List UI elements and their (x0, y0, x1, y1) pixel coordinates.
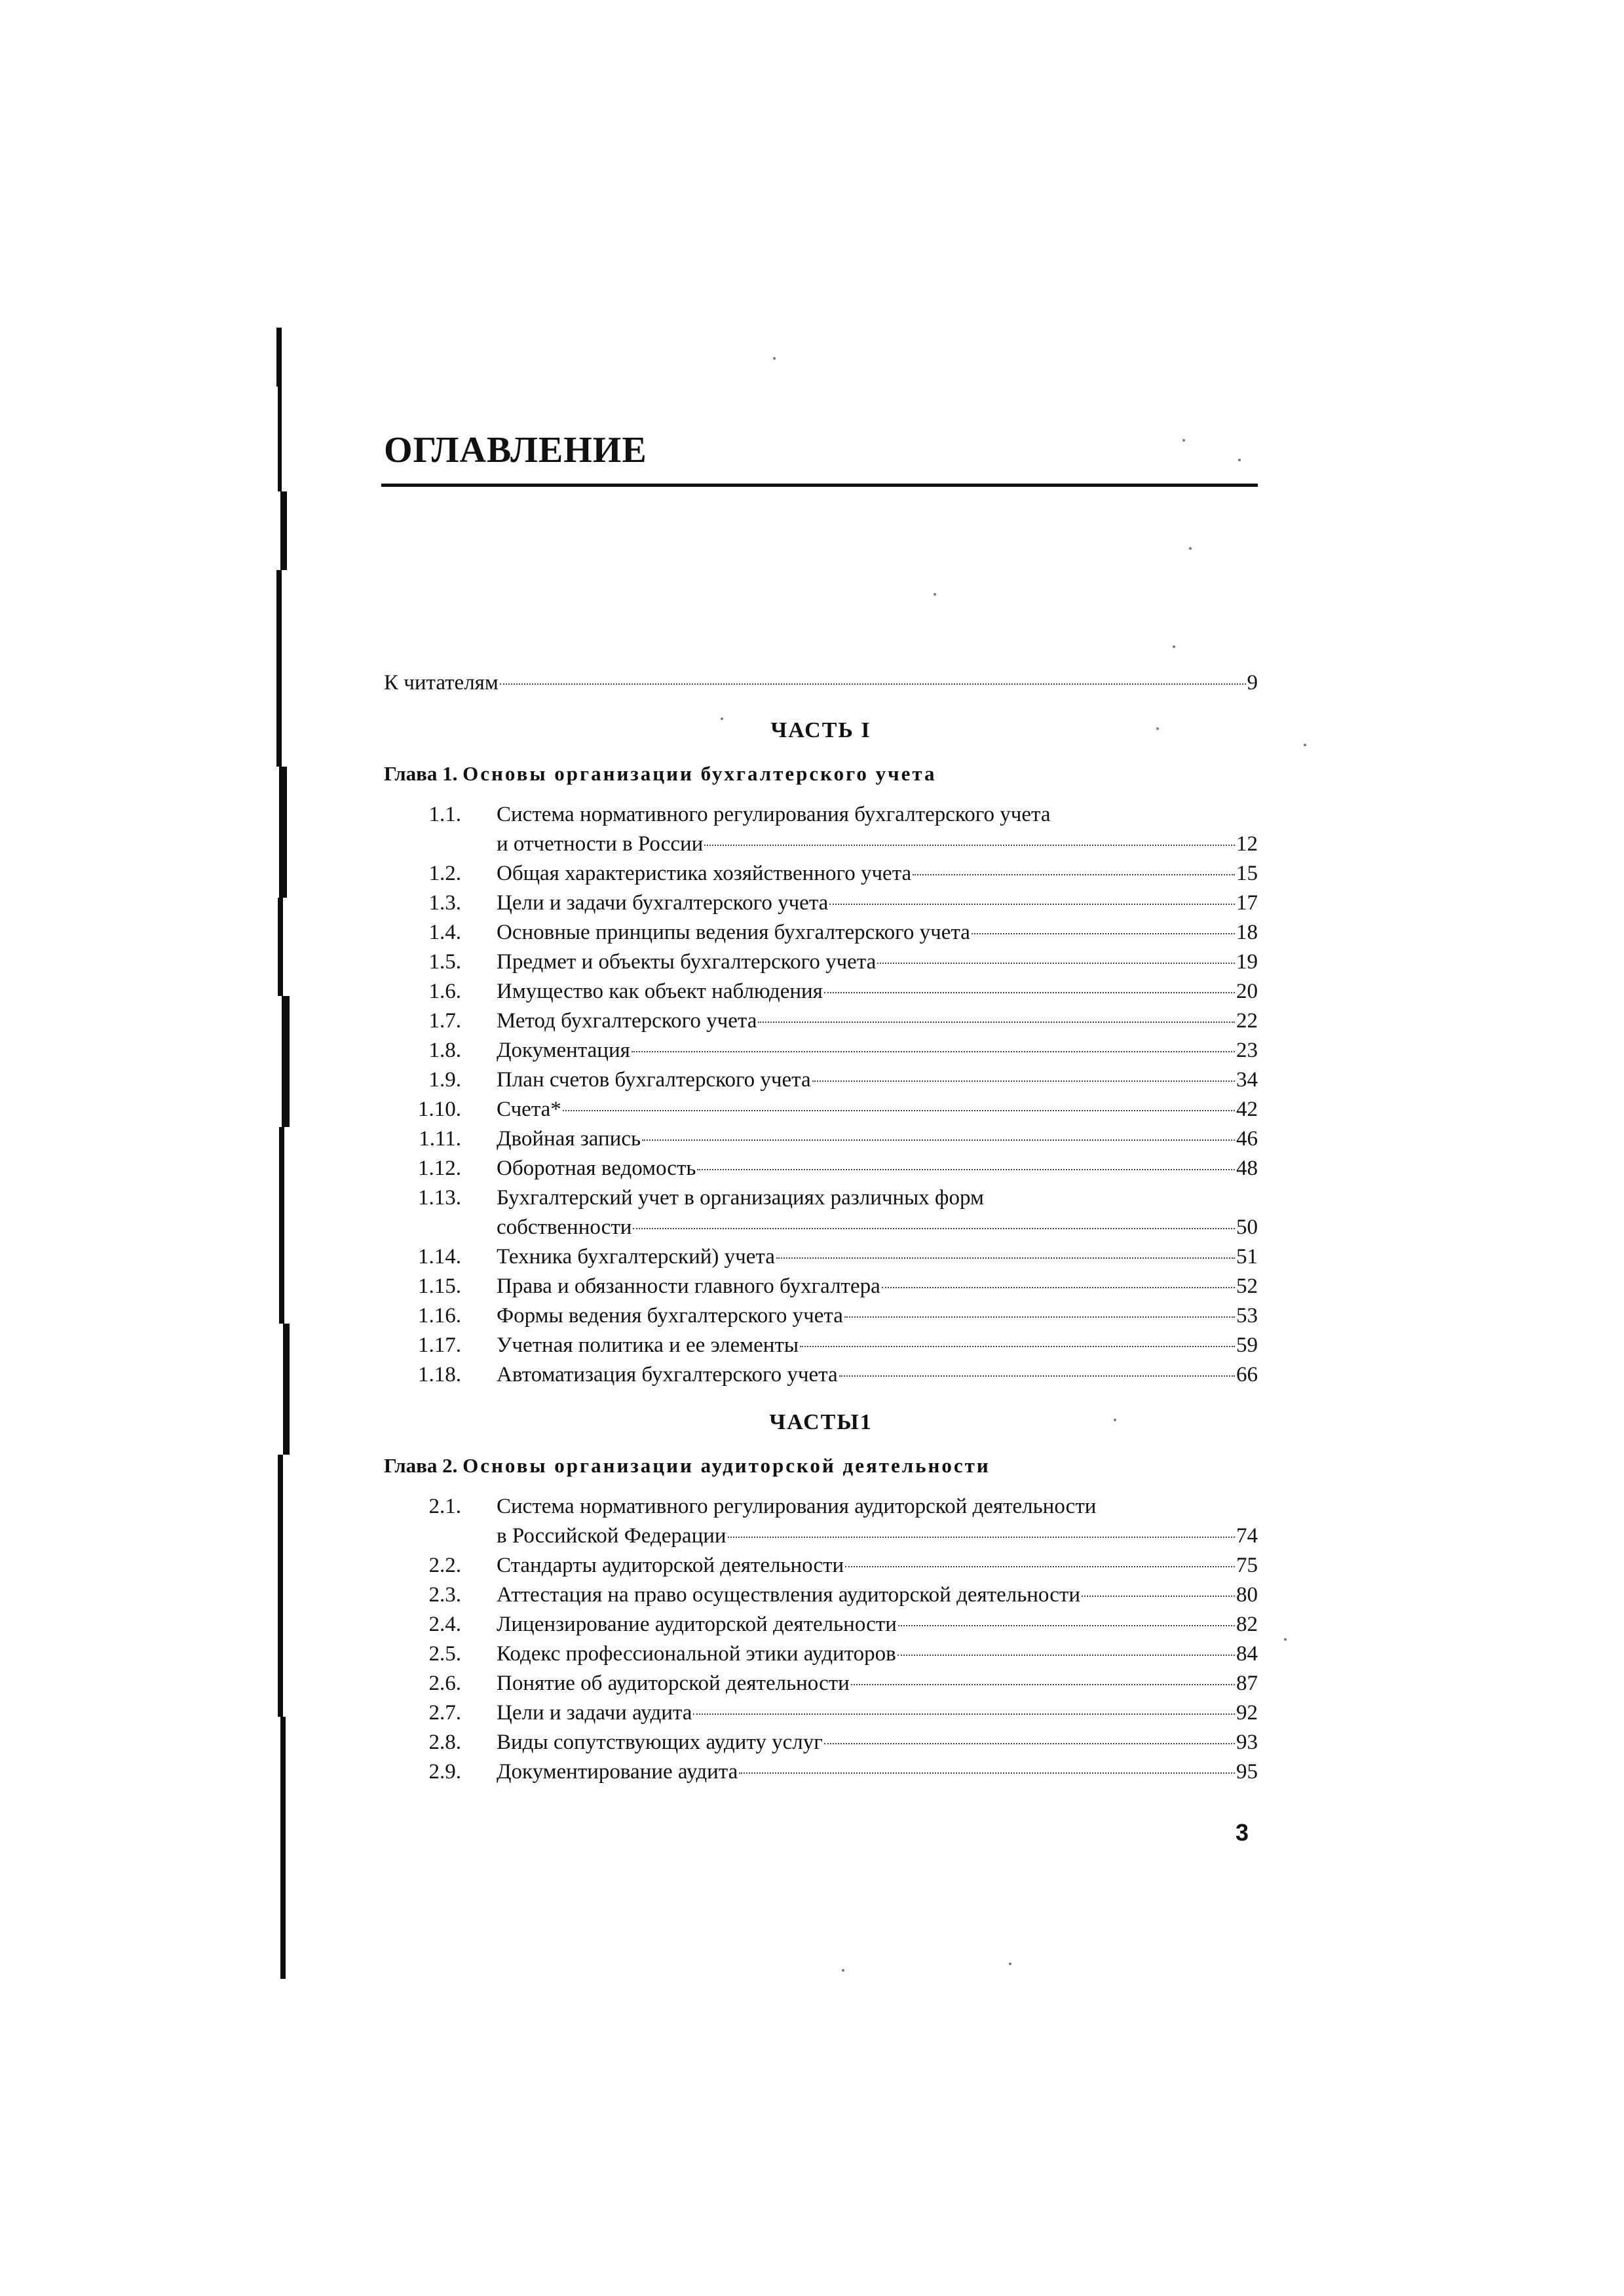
page-number: 3 (1236, 1819, 1249, 1846)
dot-leader (824, 1743, 1235, 1744)
toc-entry[interactable] (384, 1331, 1258, 1360)
toc-entry-page: 15 (1236, 862, 1258, 885)
dot-leader (693, 1713, 1235, 1715)
toc-entry-page: 18 (1236, 921, 1258, 944)
dot-leader (697, 1169, 1235, 1170)
toc-entry[interactable] (384, 1095, 1258, 1124)
toc-entry-text: Счета* (497, 1098, 561, 1121)
toc-entry-page: 95 (1236, 1760, 1258, 1784)
toc-entry-text: Виды сопутствующих аудиту услуг (497, 1731, 823, 1754)
toc-entry-number: 1.2. (428, 862, 461, 885)
toc-entry-number: 1.5. (428, 950, 461, 974)
toc-entry-text: Двойная запись (497, 1127, 641, 1151)
toc-entry-page: 84 (1236, 1642, 1258, 1666)
scan-speck (721, 718, 723, 720)
toc-entry-page: 48 (1236, 1157, 1258, 1180)
toc-entry-number: 1.6. (428, 980, 461, 1003)
toc-entry[interactable] (384, 947, 1258, 977)
toc-entry[interactable] (384, 1360, 1258, 1390)
toc-entry-text: собственности (497, 1215, 632, 1239)
toc-entry-text: и отчетности в России (497, 832, 704, 856)
scan-speck (1284, 1638, 1287, 1641)
scan-speck (842, 1969, 844, 1972)
toc-entry-page: 53 (1236, 1304, 1258, 1328)
toc-entry-page: 12 (1236, 832, 1258, 856)
toc-entry-page: 34 (1236, 1068, 1258, 1092)
toc-entry-text: Имущество как объект наблюдения (497, 980, 823, 1003)
toc-entry-number: 1.16. (418, 1304, 461, 1328)
toc-entry-text: Оборотная ведомость (497, 1157, 696, 1180)
toc-entry-page: 23 (1236, 1039, 1258, 1062)
toc-entry[interactable] (384, 1757, 1258, 1787)
toc-entry-page: 87 (1236, 1672, 1258, 1695)
toc-entry-page: 9 (1247, 671, 1258, 695)
toc-entry-text: К читателям (384, 671, 499, 695)
toc-entry-number: 1.9. (428, 1068, 461, 1092)
toc-entry-number: 2.8. (428, 1731, 461, 1754)
toc-entry[interactable] (384, 1065, 1258, 1095)
toc-entry[interactable] (384, 889, 1258, 918)
toc-entry-text: Общая характеристика хозяйственного учета (497, 862, 912, 885)
toc-entry-number: 1.1. (428, 803, 461, 826)
scan-speck (1304, 744, 1306, 746)
toc-entry-page: 66 (1236, 1363, 1258, 1387)
toc-entry-number: 1.4. (428, 921, 461, 944)
scan-speck (1009, 1962, 1011, 1965)
toc-entry-number: 1.11. (419, 1127, 461, 1151)
toc-entry[interactable] (384, 1580, 1258, 1610)
part-heading: ЧАСТЫ1 (769, 1410, 873, 1434)
toc-entry-number: 2.3. (428, 1583, 461, 1607)
toc-entry-number: 2.1. (428, 1495, 461, 1518)
toc-entry-text: Документирование аудита (497, 1760, 738, 1784)
toc-entry[interactable] (384, 1006, 1258, 1036)
toc-entry-intro[interactable] (384, 668, 1258, 698)
toc-entry-text: в Российской Федерации (497, 1524, 727, 1548)
scan-speck (1182, 439, 1185, 442)
scan-speck (1173, 645, 1175, 648)
toc-entry-continuation[interactable] (384, 1521, 1258, 1551)
dot-leader (845, 1566, 1235, 1567)
chapter-heading (384, 1446, 1258, 1485)
toc-entry[interactable] (384, 977, 1258, 1006)
toc-entry-number: 1.18. (418, 1363, 461, 1387)
dot-leader (882, 1287, 1235, 1288)
scan-speck (1156, 727, 1159, 730)
toc-entry-number: 2.2. (428, 1554, 461, 1577)
toc-entry[interactable] (384, 1669, 1258, 1698)
toc-entry[interactable] (384, 1124, 1258, 1154)
toc-entry-number: 2.6. (428, 1672, 461, 1695)
scan-speck (934, 593, 936, 596)
toc-entry-number: 2.5. (428, 1642, 461, 1666)
dot-leader (839, 1375, 1235, 1377)
toc-entry-page: 75 (1236, 1554, 1258, 1577)
dot-leader (824, 992, 1235, 993)
page-title: ОГЛАВЛЕНИЕ (384, 430, 647, 470)
toc-entry-text: Автоматизация бухгалтерского учета (497, 1363, 838, 1387)
dot-leader (877, 963, 1235, 964)
dot-leader (1082, 1596, 1235, 1597)
toc-entry-page: 50 (1236, 1215, 1258, 1239)
dot-leader (642, 1139, 1235, 1141)
toc-entry-page: 51 (1236, 1245, 1258, 1269)
toc-entry-number: 1.7. (428, 1009, 461, 1033)
toc-entry[interactable] (384, 1154, 1258, 1183)
toc-entry-number: 1.12. (418, 1157, 461, 1180)
toc-entry-continuation[interactable] (384, 1213, 1258, 1242)
toc-entry-text: Бухгалтерский учет в организациях различных форм (497, 1186, 984, 1210)
toc-entry-text: Система нормативного регулирования аудиторской деятельности (497, 1495, 1097, 1518)
toc-entry-page: 19 (1236, 950, 1258, 974)
toc-entry-page: 80 (1236, 1583, 1258, 1607)
dot-leader (633, 1228, 1235, 1229)
toc-entry[interactable] (384, 1639, 1258, 1669)
toc-entry-text: Цели и задачи бухгалтерского учета (497, 891, 829, 915)
toc-entry-text: Документация (497, 1039, 630, 1062)
toc-entry[interactable] (384, 1301, 1258, 1331)
dot-leader (776, 1257, 1235, 1259)
toc-entry-page: 74 (1236, 1524, 1258, 1548)
dot-leader (913, 874, 1235, 875)
toc-entry-number: 1.14. (418, 1245, 461, 1269)
table-of-contents (384, 668, 1258, 1787)
toc-entry[interactable] (384, 1272, 1258, 1301)
chapter-label: Глава 2. (384, 1454, 458, 1477)
chapter-title: Основы организации аудиторской деятельности (463, 1454, 991, 1477)
toc-entry[interactable] (384, 1728, 1258, 1757)
toc-entry[interactable] (384, 1551, 1258, 1580)
toc-entry-page: 22 (1236, 1009, 1258, 1033)
toc-entry-page: 46 (1236, 1127, 1258, 1151)
toc-entry-text: Метод бухгалтерского учета (497, 1009, 757, 1033)
toc-entry-text: Аттестация на право осуществления аудиторской деятельности (497, 1583, 1080, 1607)
scan-speck (1114, 1419, 1116, 1421)
dot-leader (972, 933, 1235, 934)
toc-entry-text: Система нормативного регулирования бухгалтерского учета (497, 803, 1051, 826)
toc-entry-number: 1.17. (418, 1333, 461, 1357)
scan-speck (1238, 459, 1241, 461)
toc-entry-text: Учетная политика и ее элементы (497, 1333, 799, 1357)
toc-entry-text: Стандарты аудиторской деятельности (497, 1554, 844, 1577)
chapter-heading (384, 754, 1258, 794)
toc-entry-text: План счетов бухгалтерского учета (497, 1068, 811, 1092)
scan-speck (773, 357, 776, 360)
dot-leader (500, 683, 1246, 685)
toc-entry[interactable] (384, 1242, 1258, 1272)
toc-entry-number: 2.4. (428, 1613, 461, 1636)
toc-entry-text: Права и обязанности главного бухгалтера (497, 1274, 880, 1298)
toc-entry-text: Техника бухгалтерский) учета (497, 1245, 775, 1269)
toc-entry-page: 93 (1236, 1731, 1258, 1754)
dot-leader (897, 1655, 1235, 1656)
dot-leader (632, 1051, 1235, 1052)
toc-entry[interactable] (384, 1183, 1258, 1213)
dot-leader (758, 1022, 1235, 1023)
title-underline (381, 484, 1258, 487)
toc-entry[interactable] (384, 800, 1258, 830)
chapter-title: Основы организации бухгалтерского учета (463, 762, 937, 785)
toc-entry-page: 17 (1236, 891, 1258, 915)
toc-entry-number: 2.9. (428, 1760, 461, 1784)
dot-leader (728, 1537, 1235, 1538)
dot-leader (898, 1625, 1235, 1626)
dot-leader (844, 1316, 1235, 1318)
toc-entry-number: 1.15. (418, 1274, 461, 1298)
toc-entry[interactable] (384, 1698, 1258, 1728)
dot-leader (739, 1772, 1235, 1774)
toc-entry-text: Цели и задачи аудита (497, 1701, 692, 1725)
part-heading: ЧАСТЬ I (770, 718, 871, 742)
dot-leader (563, 1110, 1235, 1111)
toc-entry-continuation[interactable] (384, 830, 1258, 859)
toc-entry-text: Лицензирование аудиторской деятельности (497, 1613, 897, 1636)
dot-leader (812, 1081, 1235, 1082)
toc-entry-number: 1.10. (418, 1098, 461, 1121)
toc-entry-text: Кодекс профессиональной этики аудиторов (497, 1642, 896, 1666)
dot-leader (851, 1684, 1235, 1685)
dot-leader (829, 904, 1235, 905)
toc-entry[interactable] (384, 1036, 1258, 1065)
toc-entry-number: 1.13. (418, 1186, 461, 1210)
toc-entry-number: 2.7. (428, 1701, 461, 1725)
toc-entry-page: 82 (1236, 1613, 1258, 1636)
dot-leader (800, 1346, 1235, 1347)
toc-entry-text: Основные принципы ведения бухгалтерского учета (497, 921, 970, 944)
toc-entry-page: 20 (1236, 980, 1258, 1003)
toc-entry-number: 1.3. (428, 891, 461, 915)
toc-entry-text: Понятие об аудиторской деятельности (497, 1672, 850, 1695)
scan-binding-edge (275, 328, 293, 1979)
toc-entry-page: 52 (1236, 1274, 1258, 1298)
toc-entry-text: Формы ведения бухгалтерского учета (497, 1304, 843, 1328)
toc-entry-number: 1.8. (428, 1039, 461, 1062)
toc-entry[interactable] (384, 918, 1258, 947)
toc-entry-text: Предмет и объекты бухгалтерского учета (497, 950, 877, 974)
scan-speck (1189, 547, 1192, 550)
toc-entry-page: 42 (1236, 1098, 1258, 1121)
chapter-label: Глава 1. (384, 762, 458, 785)
dot-leader (704, 845, 1235, 846)
toc-entry[interactable] (384, 1610, 1258, 1639)
toc-entry-page: 59 (1236, 1333, 1258, 1357)
toc-entry[interactable] (384, 1492, 1258, 1521)
toc-entry-page: 92 (1236, 1701, 1258, 1725)
toc-entry[interactable] (384, 859, 1258, 889)
